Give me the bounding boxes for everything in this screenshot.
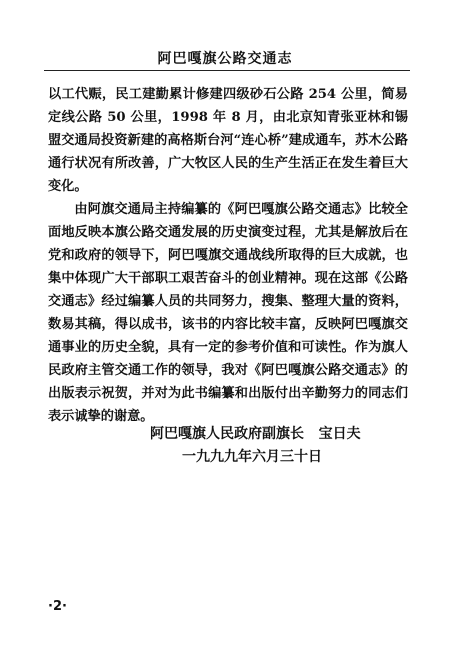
running-header-title: 阿巴嘎旗公路交通志 xyxy=(157,51,293,67)
paragraph-main: 由阿旗交通局主持编纂的《阿巴嘎旗公路交通志》比较全面地反映本旗公路交通发展的历史演变过程，尤其是解放后在党和政府的领导下，阿巴嘎旗交通战线所取得的巨大成就，也集中体现广大干部职工艰苦奋斗的创业精神。现在这部《公路交通志》经过编纂人员的共同努力，搜集、整理大量的资料，数易其稿，得以成书，该书的内容比较丰富，反映阿巴嘎旗交通事业的历史全貌，具有一定的参考价值和可读性。作为旗人民政府主管交通工作的领导，我对《阿巴嘎旗公路交通志》的出版表示祝贺，并对为此书编纂和出版付出辛勤努力的同志们表示诚挚的谢意。 xyxy=(48,202,408,424)
signature-title: 阿巴嘎旗人民政府副旗长 宝日夫 xyxy=(150,426,361,442)
signature-date: 一九九九年六月三十日 xyxy=(182,449,322,465)
paragraph-continued: 以工代赈，民工建勤累计修建四级砂石公路 254 公里，简易定线公路 50 公里，1998 年 8 月，由北京知青张亚林和锡盟交通局投资新建的高格斯台河“连心桥”建成通车，苏木公路通行状况有所改善，广大牧区人民的生产生活正在发生着巨大变化。 xyxy=(48,87,408,194)
page-number: ·2· xyxy=(48,599,67,614)
signature-block xyxy=(150,423,430,469)
body-text xyxy=(48,83,408,428)
header-divider xyxy=(44,70,410,71)
